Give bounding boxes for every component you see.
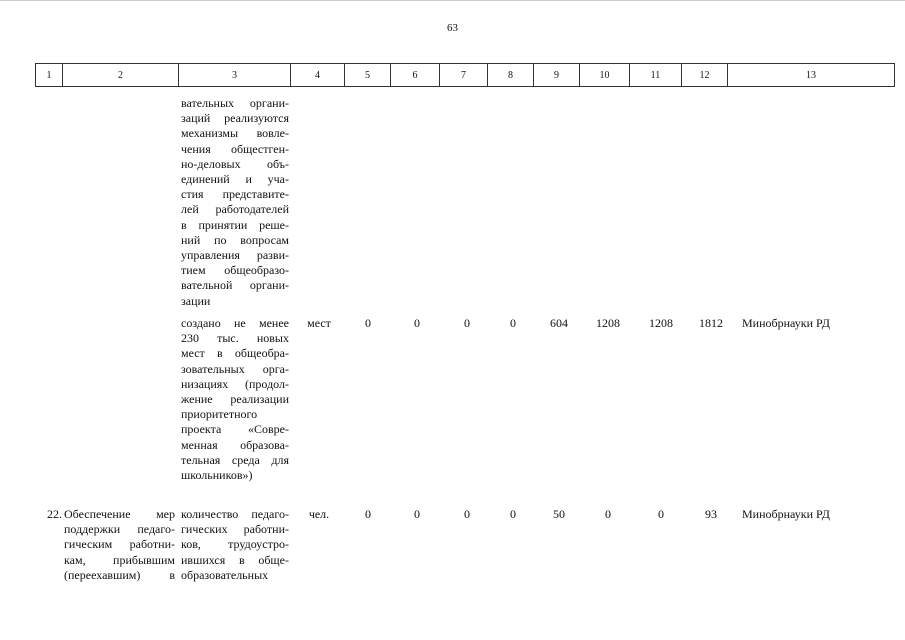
col-header-11: 11: [630, 64, 682, 87]
col-header-4: 4: [291, 64, 345, 87]
text-line: мест в общеобра-: [181, 346, 289, 361]
text-line: стия представите-: [181, 187, 289, 202]
indicator-description-2: [181, 507, 289, 583]
text-line: механизмы вовле-: [181, 126, 289, 141]
value-cell: 0: [365, 507, 371, 521]
text-line: создано не менее: [181, 316, 289, 330]
text-line: (переехавшим) в: [64, 567, 175, 582]
value-cell: 0: [365, 316, 371, 330]
value-cell: 1208: [596, 316, 620, 330]
col-header-13: 13: [728, 64, 895, 87]
text-line: чения общестген-: [181, 141, 289, 156]
text-line: тельная среда для: [181, 452, 289, 467]
value-cell: 0: [605, 507, 611, 521]
col-header-10: 10: [580, 64, 630, 87]
value-cell: 1208: [649, 316, 673, 330]
text-line: поддержки педаго-: [64, 522, 175, 537]
text-line: 230 тыс. новых: [181, 331, 289, 346]
col-header-8: 8: [488, 64, 534, 87]
text-line: в принятии реше-: [181, 217, 289, 232]
col-header-5: 5: [345, 64, 391, 87]
text-line: вательной органи-: [181, 278, 289, 293]
value-cell: 0: [414, 316, 420, 330]
value-cell: 0: [414, 507, 420, 521]
value-cell: 604: [550, 316, 568, 330]
text-line: школьников»): [181, 468, 253, 483]
text-line: ившихся в обще-: [181, 552, 289, 567]
text-line: менная образова-: [181, 437, 289, 452]
text-line: зовательных орга-: [181, 361, 289, 376]
col-header-1: 1: [36, 64, 63, 87]
column-header-row: [35, 63, 895, 87]
top-border: [0, 0, 905, 1]
text-line: гическим работни-: [64, 537, 175, 552]
row-number: 22.: [47, 507, 62, 521]
text-line: вательных органи-: [181, 96, 289, 110]
value-cell: 50: [553, 507, 565, 521]
value-cell: 0: [510, 316, 516, 330]
executor-cell: Минобрнауки РД: [742, 507, 830, 521]
text-line: тием общеобразо-: [181, 263, 289, 278]
text-line: заций реализуются: [181, 111, 289, 126]
col-header-7: 7: [440, 64, 488, 87]
measure-description: [64, 507, 175, 583]
value-cell: 0: [658, 507, 664, 521]
text-line: единений и уча-: [181, 172, 289, 187]
text-line: низациях (продол-: [181, 376, 289, 391]
value-cell: 0: [464, 507, 470, 521]
col-header-9: 9: [534, 64, 580, 87]
text-line: но-деловых объ-: [181, 156, 289, 171]
text-line: проекта «Совре-: [181, 422, 289, 437]
text-line: зации: [181, 293, 211, 308]
text-line: количество педаго-: [181, 507, 289, 521]
text-line: ний по вопросам: [181, 232, 289, 247]
executor-cell: Минобрнауки РД: [742, 316, 830, 330]
value-cell: 0: [464, 316, 470, 330]
value-cell: 0: [510, 507, 516, 521]
text-line: лей работодателей: [181, 202, 289, 217]
unit-cell: чел.: [308, 507, 330, 521]
text-line: Обеспечение мер: [64, 507, 175, 521]
text-line: кам, прибывшим: [64, 552, 175, 567]
col-header-6: 6: [391, 64, 440, 87]
col-header-12: 12: [682, 64, 728, 87]
text-line: жение реализации: [181, 392, 289, 407]
value-cell: 1812: [699, 316, 723, 330]
text-line: гических работни-: [181, 522, 289, 537]
value-cell: 93: [705, 507, 717, 521]
text-line: ков, трудоустро-: [181, 537, 289, 552]
col-header-3: 3: [179, 64, 291, 87]
text-line: управления разви-: [181, 248, 289, 263]
text-line: приоритетного: [181, 407, 258, 422]
continued-description: [181, 96, 289, 309]
col-header-2: 2: [63, 64, 179, 87]
text-line: образовательных: [181, 567, 269, 582]
unit-cell: мест: [307, 316, 331, 330]
indicator-description-1: [181, 316, 289, 483]
page-number: 63: [447, 22, 458, 34]
